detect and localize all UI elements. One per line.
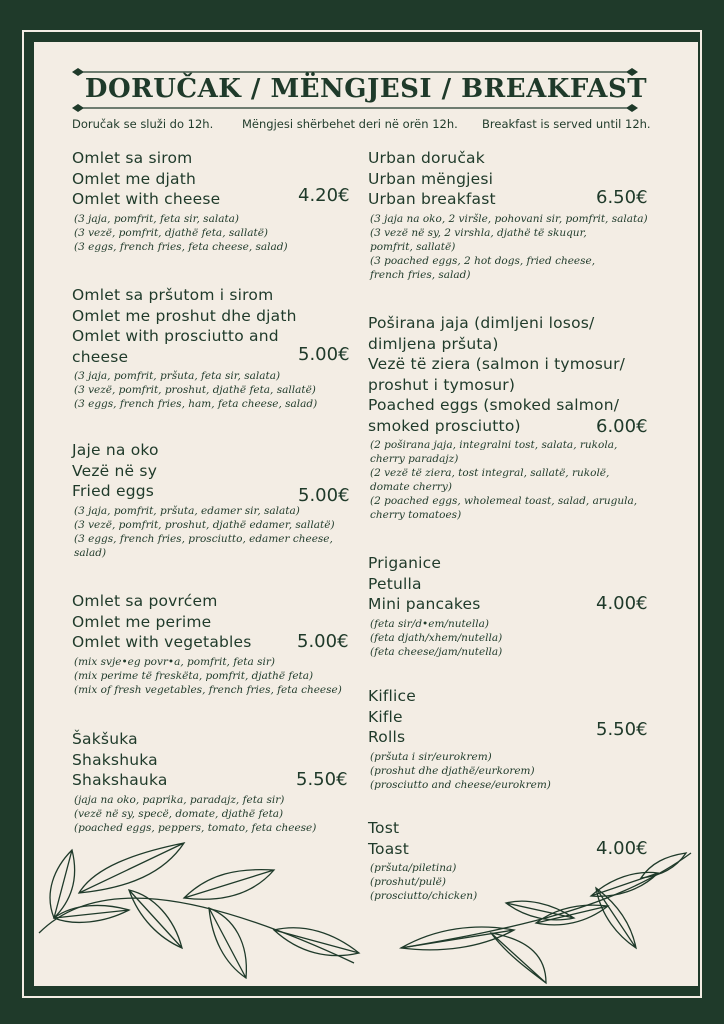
item-desc: (3 jaja, pomfrit, pršuta, edamer sir, salata) bbox=[74, 504, 300, 517]
item-name: Poširana jaja (dimljeni losos/ bbox=[368, 314, 595, 332]
item-desc: (pršuta/piletina) bbox=[370, 862, 457, 874]
item-price: 4.00€ bbox=[596, 593, 648, 614]
served-note-sq: Mëngjesi shërbehet deri në orën 12h. bbox=[242, 117, 458, 131]
item-desc: (pršuta i sir/eurokrem) bbox=[370, 750, 492, 763]
item-desc: (2 poširana jaja, integralni tost, salata, rukola, bbox=[370, 439, 618, 451]
item-desc: (feta sir/d•em/nutella) bbox=[370, 617, 489, 630]
item-name: Toast bbox=[368, 839, 409, 858]
item-desc: (3 vezë, pomfrit, proshut, djathë feta, sallatë) bbox=[74, 384, 316, 396]
item-desc: cherry paradajz) bbox=[370, 453, 459, 465]
item-name: Urban breakfast bbox=[368, 190, 496, 208]
item-desc: (prosciutto/chicken) bbox=[370, 890, 478, 902]
item-name: Vezë të ziera (salmon i tymosur/ bbox=[368, 355, 626, 373]
item-price: 6.00€ bbox=[596, 416, 648, 437]
item-name: dimljena pršuta) bbox=[368, 334, 499, 353]
item-price: 5.00€ bbox=[298, 485, 350, 506]
item-desc: (3 jaja na oko, 2 viršle, pohovani sir, pomfrit, salata) bbox=[370, 212, 648, 225]
leaf-branch-left-icon bbox=[34, 838, 364, 986]
item-name: Fried eggs bbox=[72, 482, 155, 500]
item-name: Omlet sa pršutom i sirom bbox=[72, 286, 274, 304]
item-name: proshut i tymosur) bbox=[368, 375, 516, 394]
item-desc: (3 eggs, french fries, feta cheese, salad) bbox=[74, 240, 288, 253]
item-name: Jaje na oko bbox=[72, 441, 159, 459]
item-desc: (3 vezë, pomfrit, proshut, djathë edamer, sallatë) bbox=[74, 518, 335, 531]
item-desc: (poached eggs, peppers, tomato, feta cheese) bbox=[74, 821, 317, 834]
item-name: Vezë në sy bbox=[72, 461, 158, 480]
item-desc: (proshut/pulë) bbox=[370, 876, 446, 888]
item-name: Mini pancakes bbox=[368, 595, 481, 613]
item-desc: (vezë në sy, specë, domate, djathë feta) bbox=[74, 807, 284, 820]
item-price: 5.50€ bbox=[296, 769, 348, 790]
item-name: Omlet with cheese bbox=[72, 190, 221, 208]
item-desc: (mix of fresh vegetables, french fries, feta cheese) bbox=[74, 683, 342, 696]
item-desc: salad) bbox=[74, 546, 107, 559]
item-name: Priganice bbox=[368, 554, 442, 572]
item-name: smoked prosciutto) bbox=[368, 416, 521, 435]
item-name: Omlet me perime bbox=[72, 612, 212, 631]
item-name: Urban mëngjesi bbox=[368, 169, 494, 188]
item-name: Tost bbox=[368, 819, 400, 837]
page-title: DORUČAK / MËNGJESI / BREAKFAST bbox=[84, 74, 648, 104]
item-desc: (feta cheese/jam/nutella) bbox=[370, 645, 503, 658]
item-desc: (mix svje•eg povr•a, pomfrit, feta sir) bbox=[74, 655, 275, 668]
item-desc: (3 jaja, pomfrit, feta sir, salata) bbox=[74, 212, 240, 225]
title-rule-bottom bbox=[72, 102, 638, 114]
item-name: Kiflice bbox=[368, 687, 416, 705]
menu-item-urban-breakfast bbox=[368, 148, 668, 282]
item-name: Kifle bbox=[368, 707, 403, 726]
item-name: Šakšuka bbox=[72, 730, 138, 748]
served-note-sr: Doručak se služi do 12h. bbox=[72, 117, 214, 131]
item-desc: (3 vezë, pomfrit, djathë feta, sallatë) bbox=[74, 226, 269, 239]
item-desc: (feta djath/xhem/nutella) bbox=[370, 631, 503, 644]
item-desc: domate cherry) bbox=[370, 481, 452, 493]
item-name: Omlet me proshut dhe djath bbox=[72, 306, 297, 325]
item-desc: (2 poached eggs, wholemeal toast, salad, arugula, bbox=[370, 495, 638, 507]
item-name: Petulla bbox=[368, 574, 422, 593]
item-price: 6.50€ bbox=[596, 187, 648, 208]
item-price: 5.50€ bbox=[596, 719, 648, 740]
item-name: Rolls bbox=[368, 728, 406, 746]
item-price: 4.00€ bbox=[596, 838, 648, 859]
item-desc: cherry tomatoes) bbox=[370, 509, 462, 521]
item-price: 4.20€ bbox=[298, 185, 350, 206]
served-note-en: Breakfast is served until 12h. bbox=[482, 117, 651, 131]
item-name: Poached eggs (smoked salmon/ bbox=[368, 396, 620, 414]
leaf-branch-right-icon bbox=[396, 848, 696, 986]
item-desc: (3 vezë në sy, 2 virshla, djathë të skuqur, bbox=[370, 226, 587, 239]
item-desc: pomfrit, sallatë) bbox=[370, 240, 456, 253]
item-name: Omlet with prosciutto and bbox=[72, 327, 279, 345]
item-name: Shakshauka bbox=[72, 771, 168, 789]
item-desc: (3 eggs, french fries, prosciutto, edamer cheese, bbox=[74, 532, 333, 545]
item-desc: (prosciutto and cheese/eurokrem) bbox=[370, 778, 551, 791]
item-name: Shakshuka bbox=[72, 750, 158, 769]
item-desc: (mix perime të freskëta, pomfrit, djathë feta) bbox=[74, 669, 314, 682]
item-desc: french fries, salad) bbox=[370, 268, 471, 281]
item-price: 5.00€ bbox=[297, 631, 349, 652]
item-name: Omlet with vegetables bbox=[72, 633, 252, 651]
item-name: Omlet me djath bbox=[72, 169, 197, 188]
item-price: 5.00€ bbox=[298, 344, 350, 365]
item-desc: (2 vezë të ziera, tost integral, sallatë, rukolë, bbox=[370, 467, 610, 479]
item-name: cheese bbox=[72, 347, 129, 366]
item-desc: (3 eggs, french fries, ham, feta cheese, salad) bbox=[74, 398, 318, 410]
item-name: Urban doručak bbox=[368, 149, 485, 167]
item-name: Omlet sa sirom bbox=[72, 149, 193, 167]
item-desc: (proshut dhe djathë/eurkorem) bbox=[370, 764, 535, 777]
item-desc: (3 jaja, pomfrit, pršuta, feta sir, salata) bbox=[74, 370, 281, 382]
item-desc: (3 poached eggs, 2 hot dogs, fried cheese, bbox=[370, 254, 596, 267]
item-desc: (jaja na oko, paprika, paradajz, feta sir) bbox=[74, 793, 285, 806]
item-name: Omlet sa povrćem bbox=[72, 592, 218, 610]
